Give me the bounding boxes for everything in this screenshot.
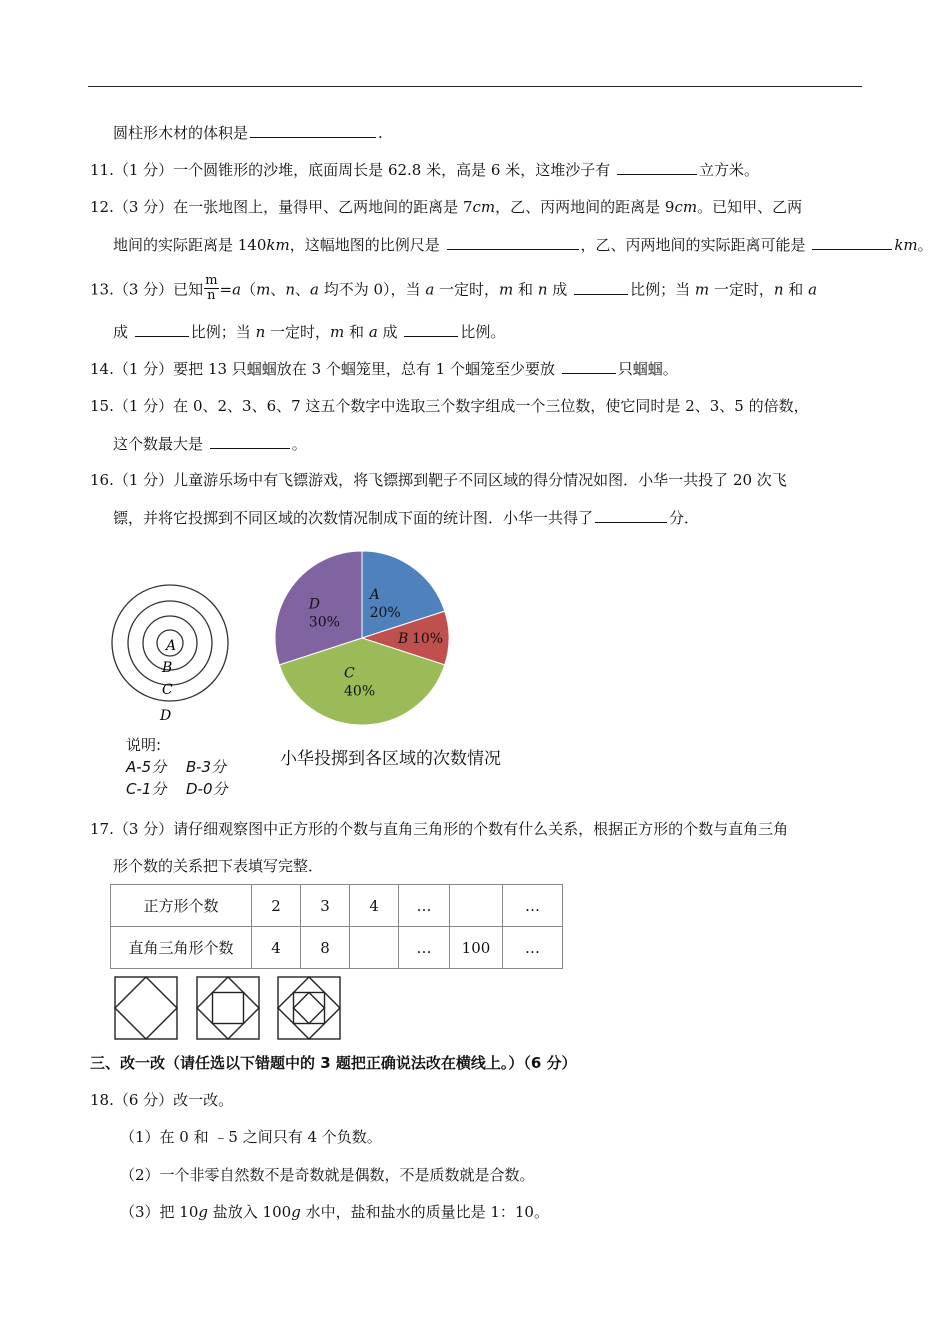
table-cell: 4 <box>252 927 301 969</box>
answer-blank[interactable] <box>617 159 697 175</box>
fraction-m-over-n: $\frac{m}{n}$ <box>205 273 218 303</box>
q17-table <box>110 884 563 969</box>
table-cell: 2 <box>252 885 301 927</box>
question-18-item-3: （3）把 10g 盐放入 100g 水中，盐和盐水的质量比是 1：10。 <box>120 1203 549 1221</box>
answer-blank[interactable] <box>210 433 290 449</box>
question-16-line2: 镖，并将它投掷到不同区域的次数情况制成下面的统计图．小华一共得了 分． <box>113 509 700 527</box>
figure-2 <box>197 977 259 1039</box>
question-14: 14.（1 分）要把 13 只蝈蝈放在 3 个蝈笼里，总有 1 个蝈笼至少要放 只蝈蝈。 <box>90 360 678 378</box>
figure-1 <box>115 977 177 1039</box>
table-cell: … <box>399 885 450 927</box>
dart-target-diagram <box>110 580 240 730</box>
question-11: 11.（1 分）一个圆锥形的沙堆，底面周长是 62.8 米，高是 6 米，这堆沙子有 立方米。 <box>90 161 759 179</box>
answer-blank[interactable] <box>250 122 376 138</box>
nested-squares-figures <box>110 974 360 1042</box>
pie-slice-name-c: C <box>344 665 355 682</box>
table-cell: 3 <box>301 885 350 927</box>
question-17-line2: 形个数的关系把下表填写完整． <box>113 857 324 875</box>
question-13-line1: 13.（3 分）已知 $\frac{m}{n}$ =a（m、n、a 均不为 0），当 a 一定时，m 和 n 成 比例；当 m 一定时，n 和 a <box>90 273 818 303</box>
table-cell: 100 <box>450 927 503 969</box>
legend-row-1: A-5分 B-3分 <box>126 758 226 776</box>
score-legend <box>126 734 246 800</box>
pie-slice-label-a: 20% <box>369 604 401 621</box>
header-rule <box>88 86 862 87</box>
question-18-item-2: （2）一个非零自然数不是奇数就是偶数，不是质数就是合数。 <box>120 1166 535 1184</box>
table-cell: 8 <box>301 927 350 969</box>
pie-slice-label-d: 30% <box>308 614 340 631</box>
table-cell: … <box>503 927 563 969</box>
answer-blank[interactable] <box>135 321 189 337</box>
table-row <box>111 885 563 927</box>
q10-tail: 圆柱形木材的体积是 . <box>113 124 383 142</box>
table-cell: 正方形个数 <box>111 885 252 927</box>
pie-slice-name-a: A <box>369 586 380 603</box>
pie-chart <box>270 548 460 733</box>
table-row <box>111 927 563 969</box>
target-label-b: B <box>162 660 173 676</box>
target-label-a: A <box>166 638 177 654</box>
table-cell: … <box>399 927 450 969</box>
legend-row-2: C-1分 D-0分 <box>126 780 228 798</box>
answer-blank[interactable] <box>574 279 628 295</box>
question-12-line2: 地间的实际距离是 140km，这幅地图的比例尺是 ，乙、丙两地间的实际距离可能是 km。 <box>113 236 933 254</box>
question-18: 18.（6 分）改一改。 <box>90 1091 234 1109</box>
question-15-line2: 这个数最大是 。 <box>113 435 307 453</box>
question-15-line1: 15.（1 分）在 0、2、3、6、7 这五个数字中选取三个数字组成一个三位数，使它同时是 2、3、5 的倍数， <box>90 397 809 415</box>
section-3-title: 三、改一改（请任选以下错题中的 3 题把正确说法改在横线上。）（6 分） <box>90 1054 577 1072</box>
pie-slice-name-d: D <box>308 596 321 613</box>
pie-slice-label-b: 10% <box>411 631 444 647</box>
pie-chart-caption: 小华投掷到各区域的次数情况 <box>280 749 501 769</box>
figure-3 <box>278 977 340 1039</box>
question-13-line2: 成 比例；当 n 一定时，m 和 a 成 比例。 <box>113 323 506 341</box>
table-cell-blank[interactable] <box>450 885 503 927</box>
target-label-c: C <box>162 682 173 698</box>
answer-blank[interactable] <box>562 358 616 374</box>
table-cell: 4 <box>350 885 399 927</box>
question-17-line1: 17.（3 分）请仔细观察图中正方形的个数与直角三角形的个数有什么关系，根据正方形的个数与直角三角 <box>90 820 789 838</box>
question-16-line1: 16.（1 分）儿童游乐场中有飞镖游戏，将飞镖掷到靶子不同区域的得分情况如图．小华一共投了 20 次飞 <box>90 471 787 489</box>
answer-blank[interactable] <box>404 321 458 337</box>
table-cell: … <box>503 885 563 927</box>
answer-blank[interactable] <box>812 234 892 250</box>
table-cell: 直角三角形个数 <box>111 927 252 969</box>
answer-blank[interactable] <box>595 507 667 523</box>
table-cell-blank[interactable] <box>350 927 399 969</box>
question-18-item-1: （1）在 0 和 ﹣5 之间只有 4 个负数。 <box>120 1128 382 1146</box>
target-label-d: D <box>160 708 172 724</box>
pie-slice-label-c: 40% <box>344 683 376 700</box>
answer-blank[interactable] <box>447 234 579 250</box>
question-12-line1: 12.（3 分）在一张地图上，量得甲、乙两地间的距离是 7cm，乙、丙两地间的距离是 9cm。已知甲、乙两 <box>90 198 803 216</box>
legend-title: 说明: <box>126 736 162 754</box>
pie-slice-name-b: B <box>397 631 409 647</box>
